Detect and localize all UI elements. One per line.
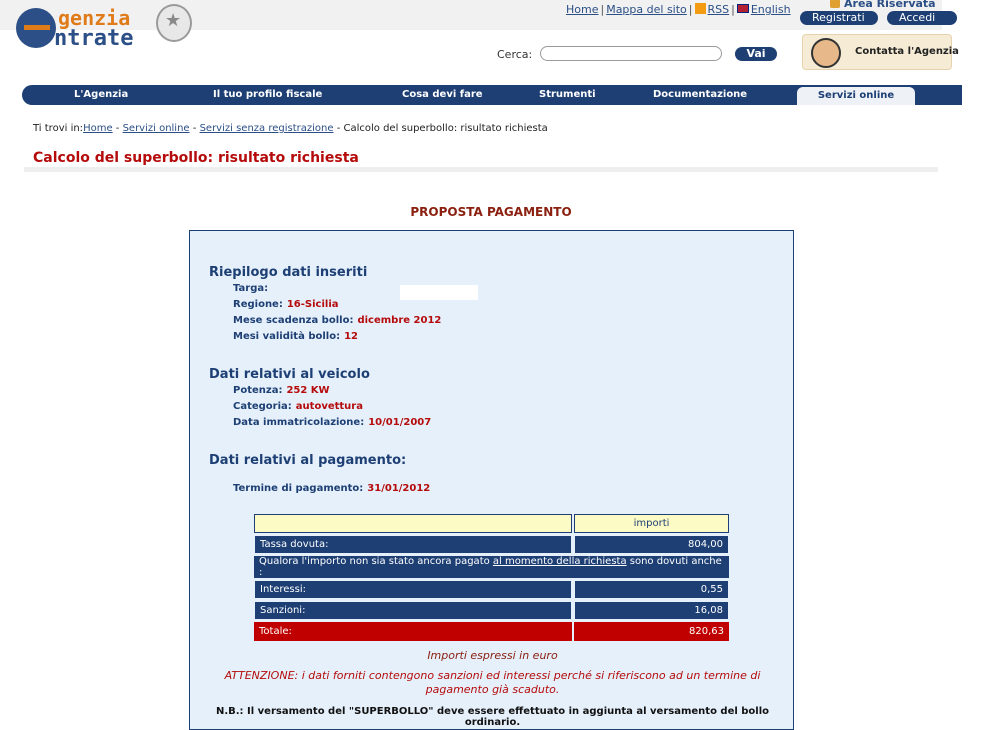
- breadcrumb-servizi-senza-registrazione[interactable]: Servizi senza registrazione: [199, 123, 334, 134]
- table-row: [254, 580, 729, 599]
- breadcrumb-sep: -: [189, 123, 200, 134]
- tassa-dovuta-value: 804,00: [574, 535, 729, 554]
- mesi-validita-label: Mesi validità bollo:: [233, 331, 341, 342]
- area-riservata-label: [830, 0, 936, 10]
- termine-pagamento-value: 31/01/2012: [367, 483, 431, 494]
- table-row: [254, 601, 729, 620]
- table-header-importi: importi: [574, 514, 729, 533]
- regione-value: 16-Sicilia: [286, 299, 339, 310]
- breadcrumb-prefix: Ti trovi in:: [33, 123, 84, 134]
- nav-item-servizi-online[interactable]: Servizi online: [797, 87, 915, 105]
- breadcrumb-sep: -: [112, 123, 123, 134]
- targa-value-redacted: [400, 285, 478, 300]
- tassa-dovuta-label: Tassa dovuta:: [254, 535, 572, 554]
- termine-pagamento-label: Termine di pagamento:: [233, 483, 364, 494]
- republic-emblem-icon: [156, 4, 192, 42]
- notice-cell: [254, 556, 729, 578]
- nav-item-profilo-fiscale[interactable]: Il tuo profilo fiscale: [213, 89, 323, 100]
- nb-note: N.B.: Il versamento del "SUPERBOLLO" deve essere effettuato in aggiunta al versamento del bollo ordinario.: [215, 706, 770, 728]
- logo-text-line1: genzia: [58, 6, 131, 30]
- main-nav: [22, 85, 962, 105]
- agenzia-entrate-logo[interactable]: [16, 2, 196, 51]
- mesi-validita-value: 12: [344, 331, 358, 342]
- totale-value: 820,63: [574, 622, 729, 641]
- operator-avatar-icon: [811, 38, 841, 68]
- proposta-title: PROPOSTA PAGAMENTO: [410, 205, 572, 219]
- nav-item-strumenti[interactable]: Strumenti: [539, 89, 596, 100]
- table-header-empty: [254, 514, 572, 533]
- table-row: [254, 556, 729, 578]
- interessi-label: Interessi:: [254, 580, 572, 599]
- table-row: [254, 535, 729, 554]
- notice-text-underlined: al momento della richiesta: [492, 556, 627, 567]
- data-immatricolazione-label: Data immatricolazione:: [233, 417, 365, 428]
- pagamento-title: Dati relativi al pagamento:: [209, 453, 407, 468]
- importi-table: [252, 512, 731, 643]
- english-link[interactable]: English: [750, 3, 791, 16]
- regione-label: Regione:: [233, 299, 283, 310]
- search-button[interactable]: Vai: [735, 47, 777, 61]
- page-title: Calcolo del superbollo: risultato richiesta: [33, 150, 359, 166]
- mese-scadenza-label: Mese scadenza bollo:: [233, 315, 354, 326]
- home-link[interactable]: Home: [566, 3, 599, 16]
- contact-agency-banner[interactable]: [802, 34, 959, 70]
- separator: |: [688, 3, 693, 16]
- result-panel: [189, 230, 794, 730]
- rss-link[interactable]: RSS: [707, 3, 730, 16]
- mesi-validita-field: [233, 331, 358, 342]
- nav-item-agenzia[interactable]: L'Agenzia: [74, 89, 129, 100]
- nav-item-documentazione[interactable]: Documentazione: [653, 89, 748, 100]
- targa-label: Targa:: [233, 283, 269, 294]
- breadcrumb-home[interactable]: Home: [83, 123, 113, 134]
- separator: |: [731, 3, 735, 16]
- mese-scadenza-field: [233, 315, 441, 326]
- categoria-label: Categoria:: [233, 401, 292, 412]
- data-immatricolazione-value: 10/01/2007: [368, 417, 432, 428]
- mese-scadenza-value: dicembre 2012: [357, 315, 442, 326]
- euro-note: Importi espressi in euro: [427, 649, 558, 662]
- breadcrumb-current: Calcolo del superbollo: risultato richiesta: [343, 123, 548, 134]
- contact-agency-text: Contatta l'Agenzia: [855, 46, 959, 57]
- separator: |: [600, 3, 605, 16]
- uk-flag-icon: [737, 4, 749, 13]
- breadcrumb-sep: -: [333, 123, 344, 134]
- termine-pagamento-field: [233, 483, 430, 494]
- logo-e-icon: [16, 8, 56, 48]
- rss-icon: [695, 3, 706, 14]
- potenza-field: [233, 385, 330, 396]
- veicolo-title: Dati relativi al veicolo: [209, 367, 370, 382]
- notice-text-b: sono dovuti anche :: [259, 556, 722, 578]
- top-links: [566, 3, 791, 16]
- interessi-value: 0,55: [574, 580, 729, 599]
- categoria-value: autovettura: [295, 401, 363, 412]
- categoria-field: [233, 401, 363, 412]
- logo-text-line2: ntrate: [54, 26, 134, 51]
- attention-note: ATTENZIONE: i dati forniti contengono sanzioni ed interessi perché si riferiscono ad un termine di pagamento già scaduto.: [224, 669, 761, 696]
- riepilogo-title: Riepilogo dati inseriti: [209, 265, 368, 280]
- breadcrumb-servizi-online[interactable]: Servizi online: [122, 123, 190, 134]
- search-input[interactable]: [540, 46, 722, 61]
- potenza-label: Potenza:: [233, 385, 283, 396]
- potenza-value: 252 KW: [286, 385, 330, 396]
- totale-label: Totale:: [254, 622, 572, 641]
- targa-field: [233, 283, 268, 294]
- search-label: Cerca:: [497, 48, 533, 61]
- registrati-button[interactable]: Registrati: [800, 11, 878, 25]
- sanzioni-value: 16,08: [574, 601, 729, 620]
- sitemap-link[interactable]: Mappa del sito: [606, 3, 687, 16]
- title-divider: [24, 167, 938, 172]
- notice-text-a: Qualora l'importo non sia stato ancora pagato: [259, 556, 493, 567]
- accedi-button[interactable]: Accedi: [887, 11, 957, 25]
- sanzioni-label: Sanzioni:: [254, 601, 572, 620]
- nav-item-cosa-devi-fare[interactable]: Cosa devi fare: [402, 89, 483, 100]
- area-riservata-text: Area Riservata: [844, 0, 936, 10]
- breadcrumb: [33, 123, 548, 134]
- lock-icon: [830, 0, 840, 8]
- data-immatricolazione-field: [233, 417, 431, 428]
- table-row-total: [254, 622, 729, 641]
- regione-field: [233, 299, 339, 310]
